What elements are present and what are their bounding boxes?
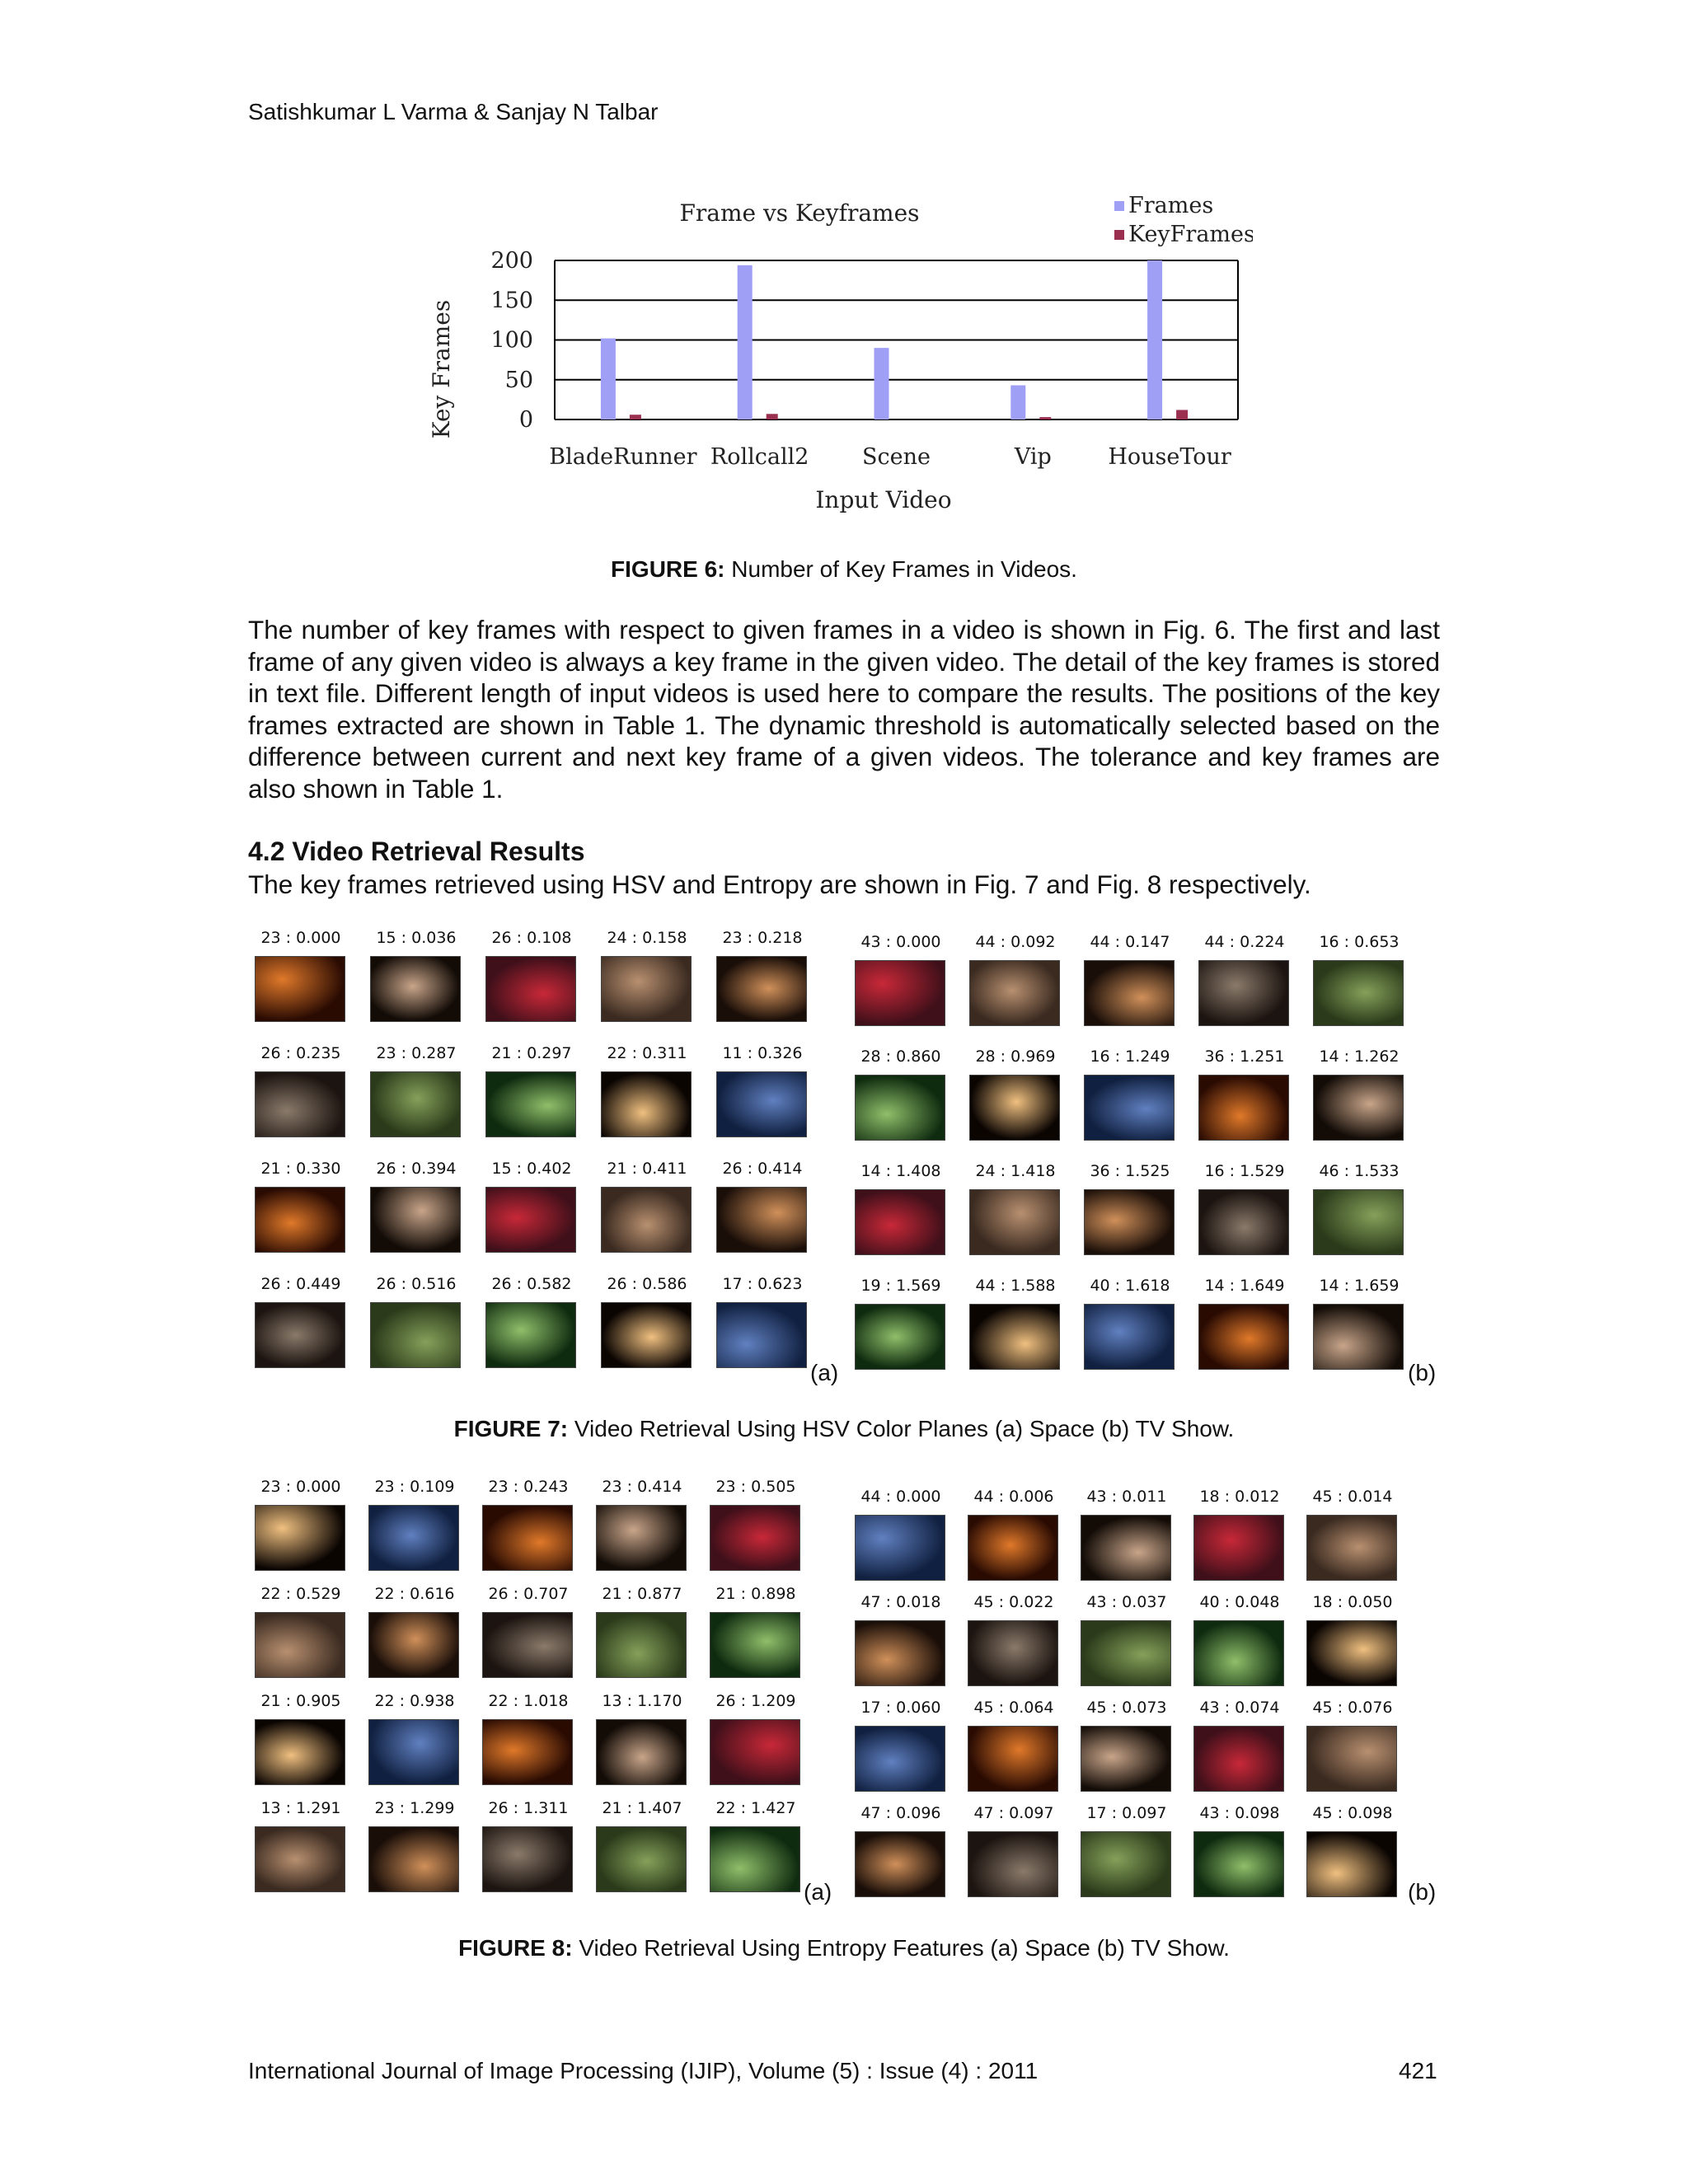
x-tick-label: Vip (1014, 444, 1052, 470)
fig7a-thumbnail (482, 1275, 581, 1293)
fig7b-thumbnail (1081, 933, 1179, 951)
fig8b-thumbnail (851, 1593, 950, 1611)
thumbnail-score-label: 21 : 0.330 (260, 1160, 341, 1178)
thumbnail-score-label: 45 : 0.014 (1312, 1488, 1393, 1506)
figure-8-caption-text: Video Retrieval Using Entropy Features (a) Space (b) TV Show. (579, 1935, 1230, 1961)
keyframe-image (1198, 1304, 1289, 1370)
fig7a-thumbnail (598, 1044, 696, 1062)
thumbnail-score-label: 47 : 0.096 (860, 1804, 941, 1822)
keyframe-image (969, 960, 1060, 1026)
thumbnail-score-label: 21 : 0.877 (602, 1585, 682, 1603)
keyframe-image (716, 1071, 807, 1137)
figure-6-chart (429, 188, 1253, 534)
keyframe-image (601, 1187, 692, 1253)
thumbnail-score-label: 24 : 0.158 (607, 929, 687, 947)
y-tick-label: 150 (490, 288, 533, 314)
figure-6-caption-text: Number of Key Frames in Videos. (731, 556, 1077, 582)
thumbnail-score-label: 23 : 1.299 (374, 1799, 455, 1817)
thumbnail-score-label: 23 : 0.243 (488, 1478, 569, 1496)
keyframe-image (485, 1302, 576, 1368)
figure-7-caption-label: FIGURE 7: (453, 1416, 569, 1441)
fig8b-thumbnail (1190, 1488, 1289, 1506)
thumbnail-score-label: 22 : 0.616 (374, 1585, 455, 1603)
keyframe-image (710, 1826, 800, 1892)
thumbnail-score-label: 17 : 0.623 (722, 1275, 803, 1293)
keyframe-image (710, 1612, 800, 1678)
keyframe-image (596, 1505, 687, 1571)
keyframe-image (370, 1302, 461, 1368)
thumbnail-score-label: 22 : 1.018 (488, 1692, 569, 1710)
thumbnail-score-label: 23 : 0.218 (722, 929, 803, 947)
thumbnail-score-label: 17 : 0.097 (1086, 1804, 1167, 1822)
thumbnail-score-label: 21 : 0.905 (260, 1692, 341, 1710)
thumbnail-score-label: 11 : 0.326 (722, 1044, 803, 1062)
thumbnail-score-label: 16 : 1.529 (1204, 1162, 1285, 1180)
keyframe-image (1198, 960, 1289, 1026)
keyframe-image (710, 1505, 800, 1571)
bar-chart-svg (429, 188, 1253, 534)
fig8b-thumbnail (1190, 1804, 1289, 1822)
thumbnail-score-label: 44 : 0.000 (860, 1488, 941, 1506)
thumbnail-score-label: 13 : 1.170 (602, 1692, 682, 1710)
thumbnail-score-label: 26 : 0.586 (607, 1275, 687, 1293)
thumbnail-score-label: 45 : 0.098 (1312, 1804, 1393, 1822)
thumbnail-score-label: 26 : 0.449 (260, 1275, 341, 1293)
x-tick-label: BladeRunner (549, 444, 697, 470)
thumbnail-score-label: 45 : 0.073 (1086, 1699, 1167, 1717)
fig8b-thumbnail (964, 1593, 1063, 1611)
fig7b-thumbnail (1310, 1162, 1409, 1180)
fig7b-thumbnail (966, 1047, 1065, 1066)
keyframe-image (969, 1189, 1060, 1255)
fig7b-thumbnail (1195, 1277, 1294, 1295)
thumbnail-score-label: 23 : 0.000 (260, 929, 341, 947)
y-axis-label: Key Frames (429, 299, 455, 439)
keyframe-image (1193, 1726, 1284, 1792)
thumbnail-score-label: 45 : 0.076 (1312, 1699, 1393, 1717)
thumbnail-score-label: 15 : 0.036 (376, 929, 457, 947)
thumbnail-score-label: 36 : 1.251 (1204, 1047, 1285, 1066)
keyframe-image (485, 1071, 576, 1137)
figure-7-panel-a-tag: (a) (810, 1360, 839, 1385)
fig8b-thumbnail (1190, 1593, 1289, 1611)
keyframe-image (855, 1189, 945, 1255)
thumbnail-score-label: 23 : 0.109 (374, 1478, 455, 1496)
thumbnail-score-label: 26 : 0.394 (376, 1160, 457, 1178)
keyframe-image (1084, 1075, 1175, 1141)
thumbnail-score-label: 44 : 0.092 (975, 933, 1056, 951)
fig8b-thumbnail (1077, 1593, 1176, 1611)
keyframe-image (370, 1187, 461, 1253)
thumbnail-score-label: 16 : 0.653 (1319, 933, 1400, 951)
thumbnail-score-label: 18 : 0.012 (1199, 1488, 1280, 1506)
bar-frames-vip (1010, 386, 1025, 419)
fig8a-thumbnail (365, 1692, 464, 1710)
thumbnail-score-label: 14 : 1.408 (860, 1162, 941, 1180)
keyframe-image (855, 1304, 945, 1370)
legend-swatch-keyframes (1114, 230, 1124, 240)
fig7b-thumbnail (851, 933, 950, 951)
fig8b-thumbnail (964, 1699, 1063, 1717)
keyframe-image (601, 1302, 692, 1368)
keyframe-image (370, 956, 461, 1022)
fig7a-thumbnail (251, 1275, 350, 1293)
fig8a-thumbnail (593, 1692, 692, 1710)
keyframe-image (968, 1726, 1058, 1792)
fig7a-thumbnail (598, 1275, 696, 1293)
keyframe-image (1084, 1189, 1175, 1255)
figure-8-panel-b-tag: (b) (1408, 1879, 1437, 1905)
x-tick-label: HouseTour (1108, 444, 1231, 470)
thumbnail-score-label: 22 : 0.938 (374, 1692, 455, 1710)
fig8b-thumbnail (851, 1488, 950, 1506)
x-tick-label: Rollcall2 (710, 444, 809, 470)
fig8b-thumbnail (964, 1804, 1063, 1822)
keyframe-image (482, 1505, 573, 1571)
thumbnail-score-label: 44 : 1.588 (975, 1277, 1056, 1295)
fig7b-thumbnail (1195, 933, 1294, 951)
thumbnail-score-label: 15 : 0.402 (491, 1160, 572, 1178)
fig8b-thumbnail (1077, 1804, 1176, 1822)
thumbnail-score-label: 23 : 0.000 (260, 1478, 341, 1496)
y-tick-label: 0 (518, 407, 533, 433)
fig7b-thumbnail (1195, 1047, 1294, 1066)
keyframe-image (368, 1826, 459, 1892)
keyframe-image (1193, 1620, 1284, 1686)
fig8a-thumbnail (251, 1692, 350, 1710)
keyframe-image (1306, 1831, 1397, 1897)
thumbnail-score-label: 44 : 0.224 (1204, 933, 1285, 951)
thumbnail-score-label: 36 : 1.525 (1090, 1162, 1170, 1180)
keyframe-image (601, 1071, 692, 1137)
fig8a-thumbnail (593, 1478, 692, 1496)
thumbnail-score-label: 26 : 0.108 (491, 929, 572, 947)
keyframe-image (255, 1612, 345, 1678)
keyframe-image (255, 1505, 345, 1571)
keyframe-image (855, 1831, 945, 1897)
fig8b-thumbnail (851, 1699, 950, 1717)
fig8a-thumbnail (706, 1799, 805, 1817)
keyframe-image (969, 1075, 1060, 1141)
thumbnail-score-label: 28 : 0.969 (975, 1047, 1056, 1066)
thumbnail-score-label: 14 : 1.262 (1319, 1047, 1400, 1066)
keyframe-image (968, 1620, 1058, 1686)
bar-keyframes-bladerunner (630, 415, 641, 419)
fig8b-thumbnail (1303, 1593, 1402, 1611)
thumbnail-score-label: 26 : 1.209 (715, 1692, 796, 1710)
fig7a-thumbnail (598, 929, 696, 947)
keyframe-image (1081, 1620, 1171, 1686)
bar-frames-bladerunner (601, 339, 616, 419)
section-intro: The key frames retrieved using HSV and Entropy are shown in Fig. 7 and Fig. 8 respectively. (248, 869, 1311, 899)
bar-frames-rollcall2 (738, 265, 753, 419)
keyframe-image (601, 956, 692, 1022)
thumbnail-score-label: 44 : 0.147 (1090, 933, 1170, 951)
keyframe-image (1193, 1515, 1284, 1581)
fig8b-thumbnail (1077, 1488, 1176, 1506)
fig8b-thumbnail (1303, 1804, 1402, 1822)
keyframe-image (255, 1302, 345, 1368)
fig7a-thumbnail (251, 929, 350, 947)
thumbnail-score-label: 26 : 0.516 (376, 1275, 457, 1293)
bar-keyframes-housetour (1176, 410, 1188, 419)
keyframe-image (1306, 1620, 1397, 1686)
fig7b-thumbnail (966, 933, 1065, 951)
figure-8-caption-label: FIGURE 8: (458, 1935, 573, 1961)
fig8a-thumbnail (479, 1799, 578, 1817)
fig8b-thumbnail (1077, 1699, 1176, 1717)
fig7a-thumbnail (251, 1044, 350, 1062)
keyframe-image (1306, 1515, 1397, 1581)
thumbnail-score-label: 43 : 0.037 (1086, 1593, 1167, 1611)
fig7a-thumbnail (482, 1160, 581, 1178)
bar-keyframes-rollcall2 (767, 414, 778, 419)
keyframe-image (716, 956, 807, 1022)
fig8a-thumbnail (251, 1585, 350, 1603)
thumbnail-score-label: 22 : 1.427 (715, 1799, 796, 1817)
thumbnail-score-label: 21 : 0.898 (715, 1585, 796, 1603)
fig7b-thumbnail (1195, 1162, 1294, 1180)
keyframe-image (969, 1304, 1060, 1370)
keyframe-image (1081, 1831, 1171, 1897)
keyframe-image (716, 1187, 807, 1253)
fig8a-thumbnail (593, 1799, 692, 1817)
thumbnail-score-label: 19 : 1.569 (860, 1277, 941, 1295)
thumbnail-score-label: 14 : 1.659 (1319, 1277, 1400, 1295)
fig7a-thumbnail (482, 929, 581, 947)
keyframe-image (855, 1620, 945, 1686)
fig7a-thumbnail (713, 1275, 812, 1293)
keyframe-image (482, 1612, 573, 1678)
fig7b-thumbnail (1310, 933, 1409, 951)
keyframe-image (1198, 1075, 1289, 1141)
section-heading: 4.2 Video Retrieval Results (248, 837, 585, 866)
fig8a-thumbnail (365, 1585, 464, 1603)
thumbnail-score-label: 14 : 1.649 (1204, 1277, 1285, 1295)
keyframe-image (255, 1071, 345, 1137)
keyframe-image (1081, 1726, 1171, 1792)
thumbnail-score-label: 26 : 0.582 (491, 1275, 572, 1293)
figure-6-caption-label: FIGURE 6: (611, 556, 725, 582)
figure-7-panel-b-tag: (b) (1408, 1360, 1437, 1385)
fig8b-thumbnail (1303, 1699, 1402, 1717)
keyframe-image (855, 1515, 945, 1581)
footer-journal: International Journal of Image Processing (IJIP), Volume (5) : Issue (4) : 2011 (248, 2058, 1039, 2083)
thumbnail-score-label: 46 : 1.533 (1319, 1162, 1400, 1180)
footer-page-number: 421 (1399, 2058, 1437, 2083)
fig7b-thumbnail (1081, 1277, 1179, 1295)
fig8a-thumbnail (706, 1585, 805, 1603)
keyframe-image (368, 1612, 459, 1678)
thumbnail-score-label: 17 : 0.060 (860, 1699, 941, 1717)
thumbnail-score-label: 21 : 1.407 (602, 1799, 682, 1817)
thumbnail-score-label: 43 : 0.000 (860, 933, 941, 951)
thumbnail-score-label: 16 : 1.249 (1090, 1047, 1170, 1066)
thumbnail-score-label: 40 : 0.048 (1199, 1593, 1280, 1611)
thumbnail-score-label: 43 : 0.098 (1199, 1804, 1280, 1822)
figure-8-panel-b (851, 1488, 1428, 1916)
keyframe-image (855, 1726, 945, 1792)
thumbnail-score-label: 45 : 0.022 (973, 1593, 1054, 1611)
fig7a-thumbnail (713, 1160, 812, 1178)
fig8b-thumbnail (1190, 1699, 1289, 1717)
fig7a-thumbnail (367, 1044, 466, 1062)
thumbnail-score-label: 23 : 0.414 (602, 1478, 682, 1496)
figure-7-panel-a (251, 929, 828, 1382)
fig7a-thumbnail (367, 1160, 466, 1178)
thumbnail-score-label: 26 : 0.707 (488, 1585, 569, 1603)
fig8a-thumbnail (706, 1692, 805, 1710)
fig8a-thumbnail (365, 1478, 464, 1496)
keyframe-image (855, 1075, 945, 1141)
thumbnail-score-label: 21 : 0.297 (491, 1044, 572, 1062)
keyframe-image (255, 1187, 345, 1253)
figure-8-panel-a (251, 1478, 828, 1906)
keyframe-image (1081, 1515, 1171, 1581)
figure-6-caption (0, 556, 1688, 583)
thumbnail-score-label: 26 : 0.235 (260, 1044, 341, 1062)
thumbnail-score-label: 47 : 0.018 (860, 1593, 941, 1611)
keyframe-image (596, 1719, 687, 1785)
fig8a-thumbnail (479, 1585, 578, 1603)
fig7b-thumbnail (966, 1162, 1065, 1180)
keyframe-image (596, 1826, 687, 1892)
thumbnail-score-label: 18 : 0.050 (1312, 1593, 1393, 1611)
keyframe-image (1306, 1726, 1397, 1792)
bar-frames-scene (874, 348, 889, 419)
keyframe-image (1193, 1831, 1284, 1897)
fig8a-thumbnail (706, 1478, 805, 1496)
fig8b-thumbnail (964, 1488, 1063, 1506)
fig7b-thumbnail (851, 1047, 950, 1066)
figure-7-caption-text: Video Retrieval Using HSV Color Planes (a) Space (b) TV Show. (574, 1416, 1235, 1441)
legend-label-frames: Frames (1128, 193, 1214, 218)
fig7b-thumbnail (1081, 1162, 1179, 1180)
chart-title: Frame vs Keyframes (679, 199, 920, 227)
fig8b-thumbnail (851, 1804, 950, 1822)
keyframe-image (1084, 1304, 1175, 1370)
keyframe-image (368, 1505, 459, 1571)
x-tick-label: Scene (862, 444, 931, 470)
keyframe-image (370, 1071, 461, 1137)
thumbnail-score-label: 47 : 0.097 (973, 1804, 1054, 1822)
fig8a-thumbnail (479, 1478, 578, 1496)
fig7a-thumbnail (367, 929, 466, 947)
keyframe-image (1084, 960, 1175, 1026)
thumbnail-score-label: 23 : 0.287 (376, 1044, 457, 1062)
thumbnail-score-label: 23 : 0.505 (715, 1478, 796, 1496)
fig7b-thumbnail (966, 1277, 1065, 1295)
thumbnail-score-label: 40 : 1.618 (1090, 1277, 1170, 1295)
y-tick-label: 50 (504, 367, 533, 393)
keyframe-image (1313, 1189, 1404, 1255)
keyframe-image (1313, 1304, 1404, 1370)
fig8a-thumbnail (251, 1478, 350, 1496)
body-paragraph: The number of key frames with respect to given frames in a video is shown in Fig. 6. The first and last frame of any given video is always a key frame in the given video. The detail of the key frames is stored in text file. Different length of input videos is used here to compare the results. The positions of the key frames extracted are shown in Table 1. The dynamic threshold is automatically selected based on the difference between current and next key frame of a given videos. The tolerance and key frames are also shown in Table 1. (248, 615, 1440, 804)
keyframe-image (855, 960, 945, 1026)
running-header: Satishkumar L Varma & Sanjay N Talbar (248, 99, 659, 124)
x-axis-label: Input Video (815, 486, 952, 513)
thumbnail-score-label: 28 : 0.860 (860, 1047, 941, 1066)
thumbnail-score-label: 44 : 0.006 (973, 1488, 1054, 1506)
keyframe-image (255, 956, 345, 1022)
fig7b-thumbnail (1081, 1047, 1179, 1066)
keyframe-image (482, 1719, 573, 1785)
figure-7-panel-b (851, 933, 1428, 1386)
thumbnail-score-label: 26 : 1.311 (488, 1799, 569, 1817)
thumbnail-score-label: 22 : 0.311 (607, 1044, 687, 1062)
figure-8-panel-a-tag: (a) (804, 1879, 832, 1905)
fig8b-thumbnail (1303, 1488, 1402, 1506)
fig8a-thumbnail (365, 1799, 464, 1817)
keyframe-image (968, 1831, 1058, 1897)
fig7a-thumbnail (482, 1044, 581, 1062)
figure-8-caption (0, 1935, 1688, 1961)
keyframe-image (255, 1719, 345, 1785)
fig7a-thumbnail (251, 1160, 350, 1178)
bar-keyframes-vip (1039, 417, 1051, 419)
fig7b-thumbnail (851, 1162, 950, 1180)
thumbnail-score-label: 43 : 0.011 (1086, 1488, 1167, 1506)
keyframe-image (710, 1719, 800, 1785)
legend-label-keyframes: KeyFrames (1128, 222, 1253, 247)
fig7a-thumbnail (598, 1160, 696, 1178)
keyframe-image (1313, 960, 1404, 1026)
keyframe-image (596, 1612, 687, 1678)
keyframe-image (1198, 1189, 1289, 1255)
keyframe-image (485, 956, 576, 1022)
thumbnail-score-label: 43 : 0.074 (1199, 1699, 1280, 1717)
thumbnail-score-label: 21 : 0.411 (607, 1160, 687, 1178)
legend-swatch-frames (1114, 201, 1124, 211)
keyframe-image (1313, 1075, 1404, 1141)
fig7b-thumbnail (851, 1277, 950, 1295)
fig8a-thumbnail (251, 1799, 350, 1817)
y-tick-label: 200 (490, 248, 533, 274)
fig7b-thumbnail (1310, 1047, 1409, 1066)
keyframe-image (482, 1826, 573, 1892)
y-tick-label: 100 (490, 327, 533, 354)
fig8a-thumbnail (593, 1585, 692, 1603)
keyframe-image (716, 1302, 807, 1368)
thumbnail-score-label: 24 : 1.418 (975, 1162, 1056, 1180)
thumbnail-score-label: 13 : 1.291 (260, 1799, 341, 1817)
keyframe-image (968, 1515, 1058, 1581)
thumbnail-score-label: 26 : 0.414 (722, 1160, 803, 1178)
fig7a-thumbnail (713, 1044, 812, 1062)
thumbnail-score-label: 22 : 0.529 (260, 1585, 341, 1603)
fig7a-thumbnail (367, 1275, 466, 1293)
bar-frames-housetour (1147, 260, 1162, 419)
thumbnail-score-label: 45 : 0.064 (973, 1699, 1054, 1717)
figure-7-caption (0, 1416, 1688, 1442)
fig8a-thumbnail (479, 1692, 578, 1710)
keyframe-image (255, 1826, 345, 1892)
keyframe-image (368, 1719, 459, 1785)
fig7a-thumbnail (713, 929, 812, 947)
keyframe-image (485, 1187, 576, 1253)
fig7b-thumbnail (1310, 1277, 1409, 1295)
